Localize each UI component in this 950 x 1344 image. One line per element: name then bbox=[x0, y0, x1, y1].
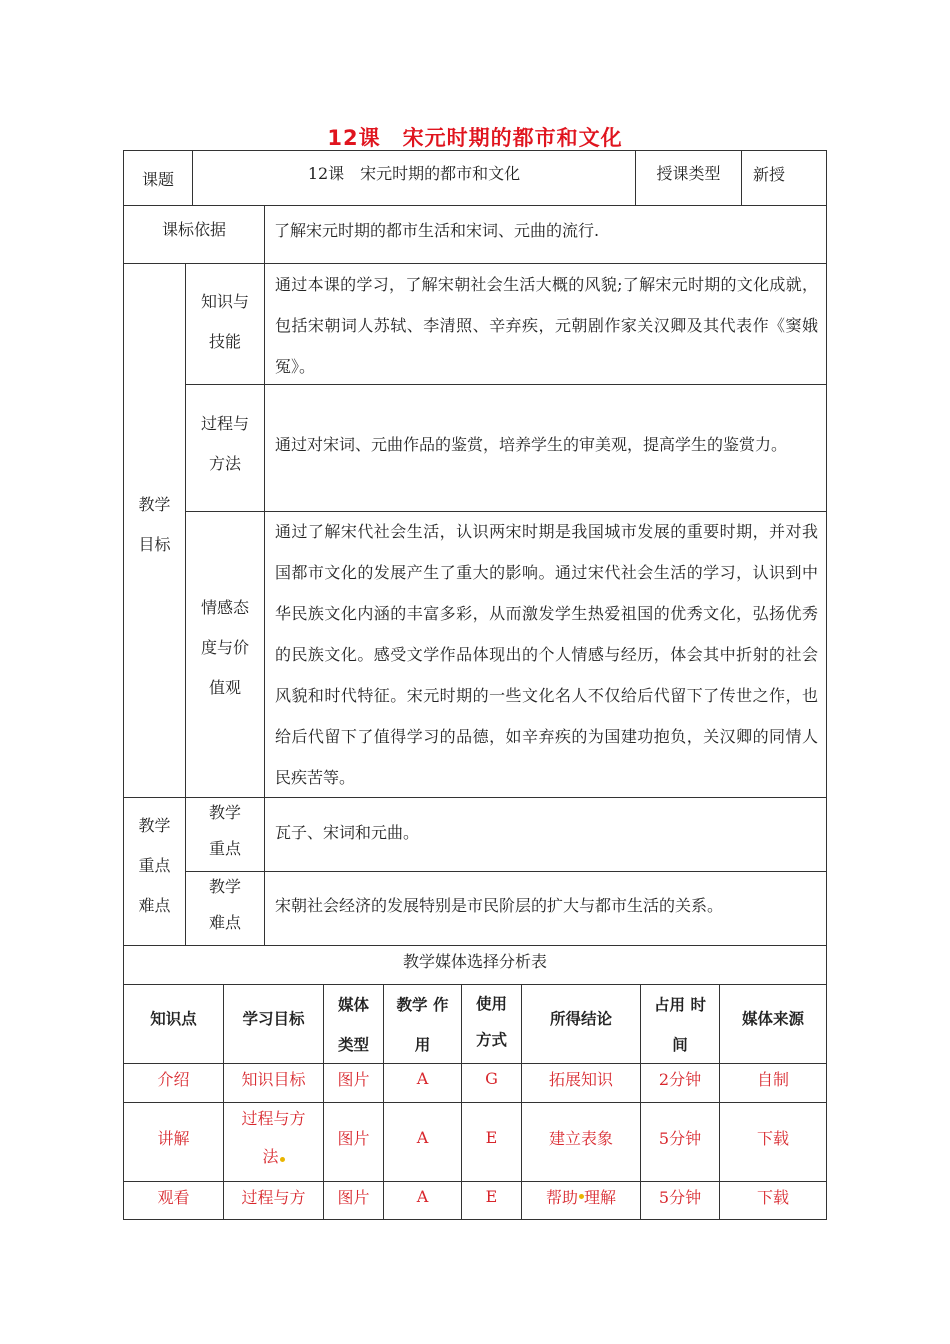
emotion-label bbox=[186, 587, 264, 709]
header-line: 间 bbox=[672, 1036, 688, 1054]
key-point-label-line: 教学 bbox=[208, 803, 241, 822]
emotion-label-line: 度与价 bbox=[200, 638, 249, 657]
objectives-label-line: 教学 bbox=[138, 495, 171, 514]
row-result-part: 帮助 bbox=[545, 1187, 578, 1207]
knowledge-label bbox=[186, 282, 264, 362]
row-time: 5分钟 bbox=[658, 1128, 702, 1148]
edit-mark-dot bbox=[280, 1157, 285, 1162]
header-line: 方式 bbox=[475, 1031, 507, 1049]
row-source: 自制 bbox=[756, 1069, 789, 1089]
row-role: A bbox=[416, 1127, 429, 1147]
header-knowledge-point: 知识点 bbox=[150, 1010, 197, 1028]
row-mode: G bbox=[485, 1068, 498, 1088]
key-point-label bbox=[186, 798, 264, 864]
row-goal: 过程与方 bbox=[241, 1187, 306, 1207]
row-result-part: 理解 bbox=[584, 1187, 617, 1207]
table-line bbox=[826, 150, 827, 1220]
header-learning-goal: 学习目标 bbox=[242, 1010, 305, 1028]
row-goal-line bbox=[262, 1138, 284, 1176]
header-time-used bbox=[641, 985, 719, 1065]
header-line: 媒体 bbox=[337, 996, 369, 1014]
row-result bbox=[522, 1182, 640, 1210]
table-line bbox=[123, 150, 124, 1220]
header-line: 使用 bbox=[475, 995, 507, 1013]
key-point-text: 瓦子、宋词和元曲。 bbox=[275, 823, 420, 842]
difficulty-text: 宋朝社会经济的发展特别是市民阶层的扩大与都市生活的关系。 bbox=[275, 896, 724, 915]
row-point: 观看 bbox=[157, 1187, 190, 1207]
row-mode: E bbox=[485, 1127, 498, 1147]
objectives-label bbox=[124, 484, 185, 566]
difficulty-label-line: 难点 bbox=[208, 913, 241, 932]
difficulty-label bbox=[186, 872, 264, 938]
process-label-line: 方法 bbox=[208, 454, 241, 473]
header-line: 占用 时 bbox=[654, 996, 706, 1014]
row-role: A bbox=[416, 1068, 429, 1088]
header-line: 类型 bbox=[337, 1036, 369, 1054]
table-line bbox=[123, 1219, 827, 1220]
table-line bbox=[264, 205, 265, 263]
focus-label-line: 难点 bbox=[138, 896, 171, 915]
type-value: 新授 bbox=[753, 165, 786, 184]
row-result: 建立表象 bbox=[548, 1128, 613, 1148]
focus-label bbox=[124, 806, 185, 926]
objectives-label-line: 目标 bbox=[138, 535, 171, 554]
process-label bbox=[186, 404, 264, 484]
row-goal-line-text: 法 bbox=[262, 1147, 279, 1166]
row-point: 介绍 bbox=[157, 1069, 190, 1089]
knowledge-text: 通过本课的学习，了解宋朝社会生活大概的风貌;了解宋元时期的文化成就，包括宋朝词人苏轼、李清照、辛弃疾，元朝剧作家关汉卿及其代表作《窦娥冤》。 bbox=[275, 275, 818, 376]
header-usage-mode bbox=[462, 985, 521, 1059]
header-media-source: 媒体来源 bbox=[741, 1010, 804, 1028]
key-point-label-line: 重点 bbox=[208, 839, 241, 858]
media-table-caption: 教学媒体选择分析表 bbox=[402, 951, 547, 971]
process-label-line: 过程与 bbox=[200, 414, 249, 433]
emotion-label-line: 情感态 bbox=[200, 598, 249, 617]
header-teaching-role bbox=[384, 985, 461, 1065]
emotion-label-line: 值观 bbox=[208, 678, 241, 697]
header-line: 用 bbox=[414, 1036, 431, 1054]
row-time: 2分钟 bbox=[658, 1069, 702, 1089]
process-text: 通过对宋词、元曲作品的鉴赏，培养学生的审美观，提高学生的鉴赏力。 bbox=[275, 435, 788, 454]
emotion-text: 通过了解宋代社会生活，认识两宋时期是我国城市发展的重要时期，并对我国都市文化的发展产生了重大的影响。通过宋代社会生活的学习，认识到中华民族文化内涵的丰富多彩，从而激发学生热爱祖国的优秀文化，弘扬优秀的民族文化。感受文学作品体现出的个人情感与经历，体会其中折射的社会风貌和时代特征。宋元时期的一些文化名人不仅给后代留下了传世之作，也给后代留下了值得学习的品德，如辛弃疾的为国建功抱负，关汉卿的同情人民疾苦等。 bbox=[275, 522, 818, 787]
row-point: 讲解 bbox=[157, 1128, 190, 1148]
topic-value: 12课 宋元时期的都市和文化 bbox=[307, 164, 521, 183]
header-media-type bbox=[324, 985, 383, 1065]
row-type: 图片 bbox=[337, 1128, 370, 1148]
focus-label-line: 重点 bbox=[138, 856, 171, 875]
header-line: 教学 作 bbox=[396, 996, 449, 1014]
type-label: 授课类型 bbox=[656, 164, 721, 183]
knowledge-label-line: 知识与 bbox=[200, 292, 249, 311]
focus-label-line: 教学 bbox=[138, 816, 171, 835]
page-title: 12课 宋元时期的都市和文化 bbox=[327, 126, 623, 150]
knowledge-label-line: 技能 bbox=[208, 332, 241, 351]
row-goal: 知识目标 bbox=[241, 1069, 306, 1089]
topic-label: 课题 bbox=[141, 169, 174, 189]
row-type: 图片 bbox=[337, 1069, 370, 1089]
row-goal bbox=[224, 1102, 323, 1174]
table-line bbox=[185, 871, 827, 872]
row-source: 下载 bbox=[756, 1128, 789, 1148]
row-result: 拓展知识 bbox=[548, 1069, 613, 1089]
basis-label: 课标依据 bbox=[161, 219, 226, 239]
table-line bbox=[741, 150, 742, 205]
difficulty-label-line: 教学 bbox=[208, 877, 241, 896]
basis-value: 了解宋元时期的都市生活和宋词、元曲的流行. bbox=[274, 221, 600, 240]
row-type: 图片 bbox=[337, 1187, 370, 1207]
header-conclusion: 所得结论 bbox=[549, 1010, 612, 1028]
row-mode: E bbox=[485, 1186, 498, 1206]
row-role: A bbox=[416, 1186, 429, 1206]
row-source: 下载 bbox=[756, 1187, 789, 1207]
row-goal-line: 过程与方 bbox=[241, 1109, 306, 1128]
row-time: 5分钟 bbox=[658, 1187, 702, 1207]
